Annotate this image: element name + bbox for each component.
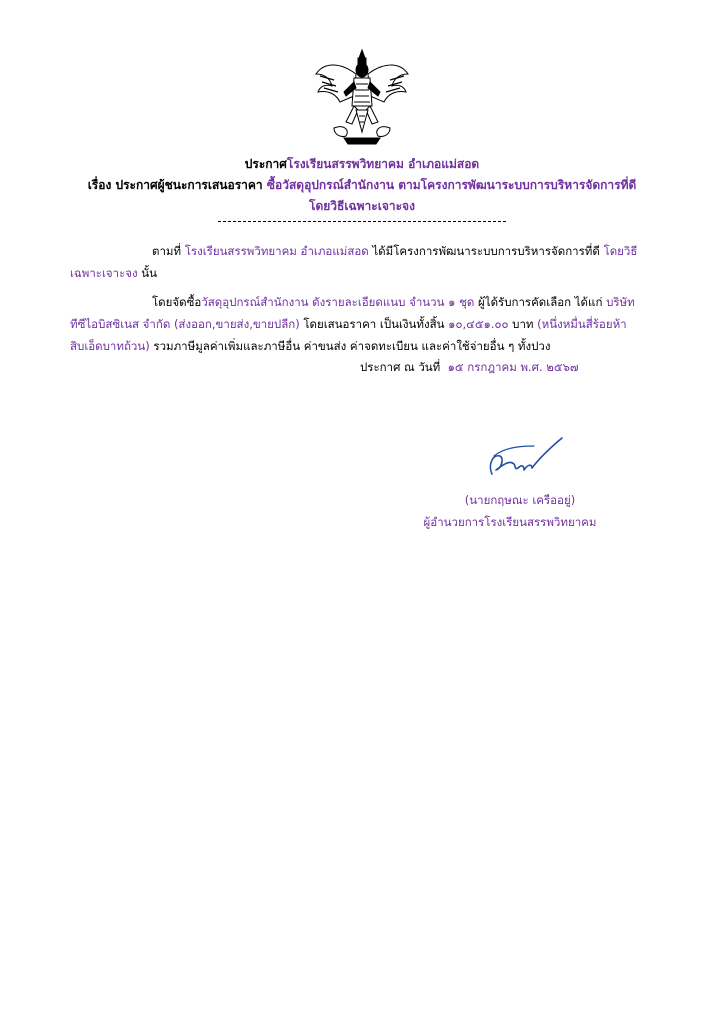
p2-company-a: บริษัท (606, 295, 635, 309)
p2-text-k: รวมภาษีมูลค่าเพิ่มและภาษีอื่น ค่าขนส่ง ค่าจดทะเบียน และค่าใช้จ่ายอื่น ๆ ทั้งปวง (149, 339, 551, 353)
paragraph-2-line-3 (70, 335, 551, 357)
signer-position: ผู้อำนวยการโรงเรียนสรรพวิทยาคม (423, 515, 597, 529)
signer-name: (นายกฤษณะ เครืออยู่) (464, 493, 576, 507)
p1-text-a: ตามที่ (152, 244, 185, 258)
header-divider (218, 221, 506, 222)
announcement-title (40, 154, 684, 174)
announce-date-line (360, 356, 579, 378)
subject-prefix: เรื่อง ประกาศผู้ชนะการเสนอราคา (87, 178, 263, 192)
school-name: โรงเรียนสรรพวิทยาคม อำเภอแม่สอด (286, 157, 480, 171)
p1-method-a: โดยวิธี (599, 244, 638, 258)
announce-date: ๑๕ กรกฎาคม พ.ศ. ๒๕๖๗ (447, 360, 579, 374)
p1-method-b: เฉพาะเจาะจง (70, 266, 138, 280)
p1-school: โรงเรียนสรรพวิทยาคม อำเภอแม่สอด (184, 244, 369, 258)
p2-text-a: โดยจัดซื้อ (152, 295, 202, 309)
handwritten-signature (474, 430, 566, 480)
subject-method: โดยวิธีเฉพาะเจาะจง (309, 199, 415, 213)
p2-company-b: ทีซีไอบิสซิเนส จำกัด (ส่งออก,ขายส่ง,ขายปลีก) (70, 317, 300, 331)
p2-text-f: โดยเสนอราคา เป็นเงินทั้งสิ้น (299, 317, 449, 331)
announce-label: ประกาศ ณ วันที่ (360, 360, 441, 374)
announcement-subject (40, 175, 684, 195)
p2-amount: ๑๐,๔๕๑.๐๐ (448, 317, 509, 331)
p2-text-c: ผู้ได้รับการคัดเลือก ได้แก่ (474, 295, 607, 309)
subject-detail: ซื้อวัสดุอุปกรณ์สำนักงาน ตามโครงการพัฒนาระบบการบริหารจัดการที่ดี (266, 178, 637, 192)
p2-amount-words-b: สิบเอ็ดบาทถ้วน) (70, 339, 150, 353)
paragraph-1-line-2 (70, 262, 157, 284)
p1-end: นั้น (137, 266, 158, 280)
paragraph-2-line-2 (70, 313, 627, 335)
garuda-emblem-icon (310, 48, 414, 148)
paragraph-1-line-1 (152, 240, 637, 262)
p2-item: วัสดุอุปกรณ์สำนักงาน ดังรายละเอียดแนบ จำนวน ๑ ชุด (201, 295, 475, 309)
title-prefix: ประกาศ (244, 157, 287, 171)
p2-baht: บาท (508, 317, 538, 331)
p2-amount-words-a: (หนึ่งหมื่นสี่ร้อยห้า (537, 317, 627, 331)
p1-text-c: ได้มีโครงการพัฒนาระบบการบริหารจัดการที่ดี (368, 244, 600, 258)
paragraph-2-line-1 (152, 291, 635, 313)
